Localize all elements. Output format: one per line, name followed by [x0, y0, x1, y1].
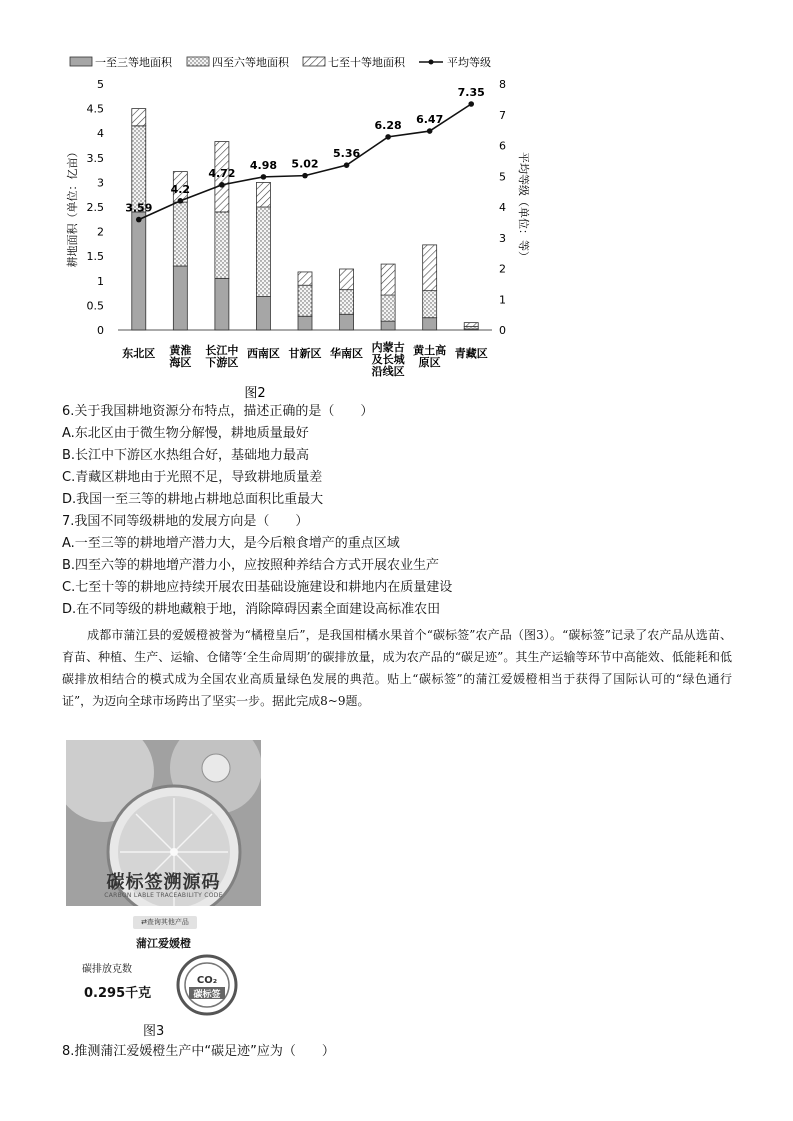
- x-tick-label-3: 下游区: [205, 356, 239, 369]
- x-tick-label-8: 黄土高: [413, 344, 447, 357]
- bar-1-1: [132, 212, 146, 330]
- bar-2-4: [256, 207, 270, 297]
- avg-grade-label-7: 6.28: [374, 118, 402, 132]
- avg-grade-point-4: [261, 174, 267, 180]
- avg-grade-point-9: [468, 101, 474, 107]
- product-name: 蒲江爱媛橙: [136, 937, 191, 950]
- y-right-tick-label: 1: [499, 293, 506, 307]
- x-tick-label-7: 沿线区: [371, 365, 405, 378]
- y-left-tick-label: 2.5: [86, 201, 104, 214]
- y-right-tick-label: 6: [499, 139, 506, 153]
- avg-grade-point-3: [219, 182, 225, 188]
- x-tick-label-6: 华南区: [330, 347, 364, 360]
- bar-2-2: [173, 202, 187, 266]
- avg-grade-label-9: 7.35: [457, 85, 485, 99]
- x-tick-label-2: 黄淮: [169, 344, 192, 357]
- passage: [62, 624, 732, 712]
- q7-stem: 7.我国不同等级耕地的发展方向是（ ）: [62, 514, 309, 529]
- y-left-tick-label: 1: [97, 274, 104, 288]
- avg-grade-point-2: [178, 198, 184, 204]
- figure3-caption: 图3: [143, 1024, 165, 1039]
- y-right-tick-label: 5: [499, 170, 506, 184]
- y-left-tick-label: 5: [97, 78, 104, 91]
- bar-2-3: [215, 212, 229, 278]
- bar-3-7: [381, 264, 395, 295]
- y-left-tick-label: 1.5: [86, 250, 104, 264]
- bar-2-1: [132, 126, 146, 212]
- q6-option-a: A.东北区由于微生物分解慢，耕地质量最好: [62, 426, 309, 441]
- legend-label-2: 四至六等地面积: [212, 56, 289, 69]
- legend-line-marker: [429, 60, 434, 65]
- emission-value: 0.295千克: [84, 986, 152, 1001]
- legend-label-1: 一至三等地面积: [95, 56, 172, 69]
- y-right-tick-label: 2: [499, 262, 506, 276]
- q6-option-b: B.长江中下游区水热组合好，基础地力最高: [62, 448, 310, 463]
- legend-label-avg-grade: 平均等级: [447, 56, 491, 69]
- chart-bars: [132, 109, 478, 330]
- emission-label: 碳排放克数: [82, 964, 132, 975]
- y-right-tick-label: 0: [499, 324, 506, 337]
- avg-grade-label-3: 4.72: [208, 166, 236, 180]
- x-tick-label-2: 海区: [169, 356, 192, 369]
- figure3-carbon-label: [66, 740, 261, 1016]
- q7-option-b: B.四至六等的耕地增产潜力小，应按照种养结合方式开展农业生产: [62, 558, 440, 573]
- legend-swatch-3: [303, 57, 325, 66]
- chart-line: [125, 86, 485, 222]
- avg-grade-label-4: 4.98: [249, 158, 278, 172]
- y-right-tick-label: 8: [499, 78, 506, 91]
- q7-option-d: D.在不同等级的耕地藏粮于地，消除障碍因素全面建设高标准农田: [62, 602, 441, 617]
- bar-3-8: [423, 245, 437, 291]
- bar-1-3: [215, 278, 229, 330]
- chart-x-labels: [122, 340, 487, 378]
- y-left-tick-label: 3.5: [86, 151, 104, 165]
- bar-3-9: [464, 323, 478, 327]
- y-right-tick-label: 7: [499, 108, 506, 122]
- bar-1-2: [173, 266, 187, 330]
- y-left-tick-label: 4: [97, 127, 104, 141]
- x-tick-label-4: 西南区: [246, 347, 280, 360]
- avg-grade-label-2: 4.2: [170, 182, 191, 196]
- q6-option-c: C.青藏区耕地由于光照不足，导致耕地质量差: [62, 470, 323, 485]
- x-tick-label-1: 东北区: [122, 347, 156, 360]
- seal-co2: CO₂: [196, 975, 218, 986]
- x-tick-label-3: 长江中: [205, 344, 239, 357]
- figure2-chart: [0, 0, 793, 400]
- y-left-axis-title: 耕地面积（单位：亿亩）: [66, 146, 79, 268]
- avg-grade-point-6: [344, 162, 350, 168]
- y-left-tick-label: 4.5: [86, 102, 104, 116]
- carbon-label-seal-icon: [176, 954, 238, 1016]
- avg-grade-label-6: 5.36: [332, 147, 361, 161]
- x-tick-label-7: 及长城: [371, 353, 405, 366]
- y-right-tick-label: 3: [499, 231, 506, 245]
- bar-1-8: [423, 318, 437, 330]
- trace-subtitle: CARBON LABLE TRACEABILITY CODE: [104, 892, 223, 899]
- x-tick-label-7: 内蒙古: [371, 341, 405, 354]
- bar-3-1: [132, 109, 146, 126]
- q7-option-a: A.一至三等的耕地增产潜力大，是今后粮食增产的重点区域: [62, 536, 400, 551]
- avg-grade-point-8: [427, 128, 433, 134]
- passage-text: 成都市蒲江县的爱媛橙被誉为“橘橙皇后”，是我国柑橘水果首个“碳标签”农产品（图3）。“碳标签”记录了农产品从选苗、育苗、种植、生产、运输、仓储等‘全生命周期’的碳排放量，成为农产品的“碳足迹”。其生产运输等环节中高能效、低能耗和低碳排放相结合的模式成为全国农业高质量绿色发展的典范。贴上“碳标签”的蒲江爱媛橙相当于获得了国际认可的“绿色通行证”，为迈向全球市场跨出了坚实一步。据此完成8~9题。: [62, 628, 732, 708]
- y-left-tick-label: 3: [97, 176, 104, 190]
- legend-swatch-1: [70, 57, 92, 66]
- bar-1-7: [381, 321, 395, 330]
- bar-2-5: [298, 285, 312, 316]
- bar-2-6: [340, 290, 354, 315]
- x-tick-label-8: 原区: [418, 356, 441, 369]
- bar-3-4: [256, 182, 270, 207]
- avg-grade-point-5: [302, 173, 308, 179]
- bar-1-6: [340, 314, 354, 330]
- bar-3-5: [298, 272, 312, 285]
- q6-stem: 6.关于我国耕地资源分布特点，描述正确的是（ ）: [62, 404, 374, 419]
- figure2-caption: 图2: [244, 386, 266, 400]
- avg-grade-label-8: 6.47: [416, 113, 444, 127]
- y-left-tick-label: 2: [97, 225, 104, 239]
- avg-grade-label-5: 5.02: [291, 157, 319, 171]
- legend-label-3: 七至十等地面积: [328, 56, 405, 69]
- y-right-tick-label: 4: [499, 201, 506, 214]
- avg-grade-label-1: 3.59: [125, 201, 153, 215]
- bar-2-8: [423, 291, 437, 318]
- bar-1-5: [298, 316, 312, 330]
- y-left-tick-label: 0: [97, 324, 104, 337]
- avg-grade-point-7: [385, 134, 391, 140]
- q7-option-c: C.七至十等的耕地应持续开展农田基础设施建设和耕地内在质量建设: [62, 580, 453, 595]
- trace-title: 碳标签溯源码: [106, 872, 221, 893]
- bar-1-4: [256, 297, 270, 330]
- y-right-axis-title: 平均等级（单位：等）: [517, 152, 530, 262]
- seal-text: 碳标签: [193, 990, 221, 1000]
- x-tick-label-5: 甘新区: [288, 347, 322, 360]
- legend-swatch-2: [187, 57, 209, 66]
- q6-option-d: D.我国一至三等的耕地占耕地总面积比重最大: [62, 492, 324, 507]
- x-tick-label-9: 青藏区: [454, 347, 488, 360]
- bar-3-6: [340, 269, 354, 290]
- avg-grade-point-1: [136, 217, 142, 223]
- bar-2-7: [381, 295, 395, 321]
- chart-legend: [70, 55, 491, 69]
- q8-stem: 8.推测蒲江爱媛橙生产中“碳足迹”应为（ ）: [62, 1044, 335, 1059]
- y-left-tick-label: 0.5: [86, 299, 104, 313]
- query-other-products-button[interactable]: ⇄查询其他产品: [133, 916, 197, 929]
